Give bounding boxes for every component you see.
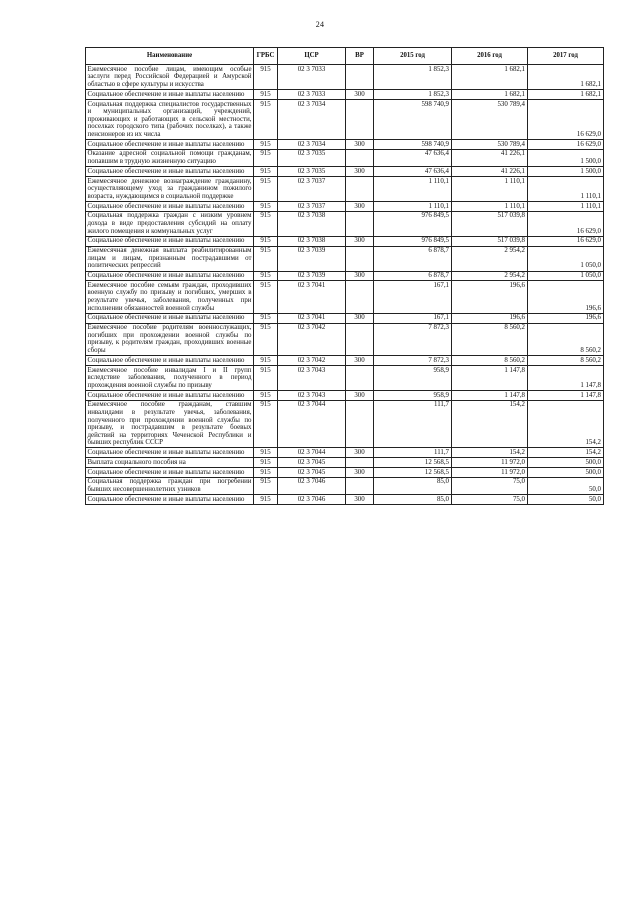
row-2015-cell: 976 849,5 xyxy=(374,211,452,236)
row-2016-cell: 517 039,8 xyxy=(452,211,528,236)
row-grbs-cell: 915 xyxy=(254,458,278,468)
row-vr-cell xyxy=(346,177,374,202)
row-2015-cell: 167,1 xyxy=(374,313,452,323)
row-2015-cell: 7 872,3 xyxy=(374,323,452,356)
row-2015-cell: 7 872,3 xyxy=(374,356,452,366)
table-row xyxy=(86,390,604,400)
row-grbs-cell: 915 xyxy=(254,495,278,505)
row-grbs-cell: 915 xyxy=(254,448,278,458)
row-2017-cell: 16 629,0 xyxy=(528,211,604,236)
row-2015-cell: 167,1 xyxy=(374,281,452,314)
row-vr-cell: 300 xyxy=(346,356,374,366)
row-grbs-cell: 915 xyxy=(254,313,278,323)
row-vr-cell: 300 xyxy=(346,236,374,246)
page-number: 24 xyxy=(315,20,325,29)
table-row xyxy=(86,400,604,448)
table-row xyxy=(86,313,604,323)
header-2017: 2017 год xyxy=(528,48,604,65)
table-row xyxy=(86,271,604,281)
row-vr-cell xyxy=(346,246,374,271)
row-csr-cell: 02 3 7039 xyxy=(278,271,346,281)
row-2016-cell: 1 110,1 xyxy=(452,202,528,212)
row-csr-cell: 02 3 7041 xyxy=(278,313,346,323)
row-name-cell: Социальное обеспечение и иные выплаты населению xyxy=(86,356,254,366)
row-2016-cell: 41 226,1 xyxy=(452,167,528,177)
row-2015-cell: 12 568,5 xyxy=(374,468,452,478)
row-vr-cell: 300 xyxy=(346,167,374,177)
row-2016-cell: 1 147,8 xyxy=(452,390,528,400)
row-name-cell: Выплата социального пособия на xyxy=(86,458,254,468)
row-name-cell: Социальное обеспечение и иные выплаты населению xyxy=(86,236,254,246)
header-csr: ЦСР xyxy=(278,48,346,65)
table-body xyxy=(86,65,604,505)
row-2017-cell: 1 147,8 xyxy=(528,390,604,400)
row-vr-cell: 300 xyxy=(346,313,374,323)
row-grbs-cell: 915 xyxy=(254,281,278,314)
row-csr-cell: 02 3 7043 xyxy=(278,365,346,390)
row-vr-cell xyxy=(346,65,374,90)
table-row xyxy=(86,448,604,458)
row-name-cell: Социальное обеспечение и иные выплаты населению xyxy=(86,271,254,281)
row-name-cell: Социальное обеспечение и иные выплаты населению xyxy=(86,90,254,100)
row-name-cell: Ежемесячная денежная выплата реабилитированным лицам и лицам, признанным пострадавшими от политических репрессий xyxy=(87,247,252,270)
row-vr-cell: 300 xyxy=(346,90,374,100)
row-csr-cell: 02 3 7045 xyxy=(278,458,346,468)
row-2015-cell: 1 110,1 xyxy=(374,177,452,202)
row-2016-cell: 8 560,2 xyxy=(452,356,528,366)
row-csr-cell: 02 3 7042 xyxy=(278,323,346,356)
row-2017-cell: 50,0 xyxy=(528,477,604,494)
row-csr-cell: 02 3 7038 xyxy=(278,236,346,246)
row-2015-cell: 1 852,3 xyxy=(374,90,452,100)
row-csr-cell: 02 3 7037 xyxy=(278,202,346,212)
header-name: Наименование xyxy=(86,48,254,65)
row-grbs-cell: 915 xyxy=(254,140,278,150)
table-row xyxy=(86,356,604,366)
row-csr-cell: 02 3 7035 xyxy=(278,149,346,166)
row-name-cell: Ежемесячное денежное вознаграждение гражданину, осуществляющему уход за гражданином пожилого возраста, нуждающимся в социальной поддержке xyxy=(87,177,252,200)
row-vr-cell: 300 xyxy=(346,202,374,212)
row-2017-cell: 1 500,0 xyxy=(528,167,604,177)
row-2017-cell: 154,2 xyxy=(528,448,604,458)
row-name-cell: Социальное обеспечение и иные выплаты населению xyxy=(86,495,254,505)
row-csr-cell: 02 3 7037 xyxy=(278,177,346,202)
row-2016-cell: 530 789,4 xyxy=(452,140,528,150)
table-row xyxy=(86,211,604,236)
row-2015-cell: 1 110,1 xyxy=(374,202,452,212)
row-csr-cell: 02 3 7044 xyxy=(278,400,346,448)
row-name-cell: Социальная поддержка специалистов государственных и муниципальных организаций, учреждений, проживающих и работающих в сельской местности, поселках городского типа (рабочих поселках), а также пенсионеров из их числа xyxy=(87,100,252,138)
row-grbs-cell: 915 xyxy=(254,90,278,100)
row-2017-cell: 1 682,1 xyxy=(528,65,604,90)
row-grbs-cell: 915 xyxy=(254,211,278,236)
row-2016-cell: 41 226,1 xyxy=(452,149,528,166)
row-2016-cell: 1 682,1 xyxy=(452,90,528,100)
row-csr-cell: 02 3 7034 xyxy=(278,99,346,139)
table-row xyxy=(86,202,604,212)
row-csr-cell: 02 3 7035 xyxy=(278,167,346,177)
table-row xyxy=(86,281,604,314)
row-vr-cell: 300 xyxy=(346,140,374,150)
row-name-cell: Ежемесячное пособие родителям военнослужащих, погибших при прохождении военной службы по призыву, к родителям граждан, проходивших военные сборы xyxy=(87,324,252,354)
row-name-cell: Социальное обеспечение и иные выплаты населению xyxy=(86,313,254,323)
row-2015-cell: 111,7 xyxy=(374,400,452,448)
row-name-cell: Оказание адресной социальной помощи гражданам, попавшим в трудную жизненную ситуацию xyxy=(87,150,252,166)
table-row xyxy=(86,236,604,246)
table-row xyxy=(86,323,604,356)
row-csr-cell: 02 3 7045 xyxy=(278,468,346,478)
row-2017-cell: 196,6 xyxy=(528,313,604,323)
row-2016-cell: 75,0 xyxy=(452,477,528,494)
row-2015-cell: 1 852,3 xyxy=(374,65,452,90)
row-2015-cell: 111,7 xyxy=(374,448,452,458)
row-2016-cell: 196,6 xyxy=(452,281,528,314)
row-2016-cell: 1 682,1 xyxy=(452,65,528,90)
row-2015-cell: 47 636,4 xyxy=(374,149,452,166)
row-csr-cell: 02 3 7033 xyxy=(278,65,346,90)
row-2017-cell: 1 682,1 xyxy=(528,90,604,100)
table-row xyxy=(86,246,604,271)
row-vr-cell xyxy=(346,400,374,448)
row-2015-cell: 598 740,9 xyxy=(374,140,452,150)
row-2015-cell: 12 568,5 xyxy=(374,458,452,468)
row-2017-cell: 1 500,0 xyxy=(528,149,604,166)
row-vr-cell: 300 xyxy=(346,271,374,281)
row-2015-cell: 976 849,5 xyxy=(374,236,452,246)
row-vr-cell xyxy=(346,281,374,314)
table-header xyxy=(86,48,604,65)
row-2017-cell: 8 560,2 xyxy=(528,356,604,366)
header-2015: 2015 год xyxy=(374,48,452,65)
row-vr-cell: 300 xyxy=(346,495,374,505)
budget-table xyxy=(85,47,604,505)
table-row xyxy=(86,468,604,478)
row-2016-cell: 8 560,2 xyxy=(452,323,528,356)
row-vr-cell xyxy=(346,323,374,356)
table-row xyxy=(86,458,604,468)
row-2016-cell: 2 954,2 xyxy=(452,271,528,281)
row-grbs-cell: 915 xyxy=(254,356,278,366)
row-2015-cell: 598 740,9 xyxy=(374,99,452,139)
row-vr-cell xyxy=(346,211,374,236)
table-row xyxy=(86,177,604,202)
row-vr-cell: 300 xyxy=(346,448,374,458)
row-2015-cell: 6 878,7 xyxy=(374,246,452,271)
table-row xyxy=(86,365,604,390)
table-row xyxy=(86,149,604,166)
row-2017-cell: 1 050,0 xyxy=(528,271,604,281)
row-2015-cell: 958,9 xyxy=(374,390,452,400)
row-2017-cell: 1 110,1 xyxy=(528,177,604,202)
row-name-cell: Социальная поддержка граждан с низким уровнем дохода в виде предоставления субсидий на оплату жилого помещения и коммунальных услуг xyxy=(87,212,252,235)
row-2017-cell: 500,0 xyxy=(528,468,604,478)
row-name-cell: Социальное обеспечение и иные выплаты населению xyxy=(86,167,254,177)
row-2017-cell: 1 147,8 xyxy=(528,365,604,390)
row-2015-cell: 6 878,7 xyxy=(374,271,452,281)
row-2016-cell: 1 147,8 xyxy=(452,365,528,390)
row-2016-cell: 1 110,1 xyxy=(452,177,528,202)
table-row xyxy=(86,477,604,494)
table-row xyxy=(86,167,604,177)
row-2016-cell: 2 954,2 xyxy=(452,246,528,271)
row-csr-cell: 02 3 7033 xyxy=(278,90,346,100)
row-vr-cell xyxy=(346,458,374,468)
row-2017-cell: 1 050,0 xyxy=(528,246,604,271)
row-2017-cell: 196,6 xyxy=(528,281,604,314)
row-csr-cell: 02 3 7034 xyxy=(278,140,346,150)
row-name-cell: Социальная поддержка граждан при погребении бывших несовершеннолетних узников xyxy=(87,478,252,493)
row-csr-cell: 02 3 7046 xyxy=(278,495,346,505)
row-vr-cell xyxy=(346,477,374,494)
row-name-cell: Ежемесячное пособие семьям граждан, проходивших военную службу по призыву и погибших, умерших в результате увечья, заболевания, полученных при исполнении обязанностей военной службы xyxy=(87,281,252,312)
row-csr-cell: 02 3 7042 xyxy=(278,356,346,366)
row-2015-cell: 85,0 xyxy=(374,477,452,494)
row-name-cell: Ежемесячное пособие лицам, имеющим особые заслуги перед Российской Федерацией и Амурской областью в сфере культуры и искусства xyxy=(87,65,252,88)
table-row xyxy=(86,90,604,100)
row-2016-cell: 517 039,8 xyxy=(452,236,528,246)
row-csr-cell: 02 3 7044 xyxy=(278,448,346,458)
header-2016: 2016 год xyxy=(452,48,528,65)
row-csr-cell: 02 3 7043 xyxy=(278,390,346,400)
row-2016-cell: 196,6 xyxy=(452,313,528,323)
row-2016-cell: 154,2 xyxy=(452,448,528,458)
row-2017-cell: 16 629,0 xyxy=(528,236,604,246)
row-grbs-cell: 915 xyxy=(254,149,278,166)
row-name-cell: Ежемесячное пособие инвалидам I и II групп вследствие заболевания, полученного в период прохождения военной службы по призыву xyxy=(87,366,252,389)
row-csr-cell: 02 3 7039 xyxy=(278,246,346,271)
row-name-cell: Социальное обеспечение и иные выплаты населению xyxy=(86,202,254,212)
row-vr-cell: 300 xyxy=(346,390,374,400)
row-2017-cell: 1 110,1 xyxy=(528,202,604,212)
row-name-cell: Социальное обеспечение и иные выплаты населению xyxy=(86,468,254,478)
row-grbs-cell: 915 xyxy=(254,246,278,271)
row-2015-cell: 47 636,4 xyxy=(374,167,452,177)
row-csr-cell: 02 3 7038 xyxy=(278,211,346,236)
row-vr-cell xyxy=(346,149,374,166)
row-name-cell: Социальное обеспечение и иные выплаты населению xyxy=(86,390,254,400)
row-grbs-cell: 915 xyxy=(254,236,278,246)
row-name-cell: Социальное обеспечение и иные выплаты населению xyxy=(86,140,254,150)
header-row xyxy=(86,48,604,65)
row-2017-cell: 16 629,0 xyxy=(528,140,604,150)
row-grbs-cell: 915 xyxy=(254,65,278,90)
row-csr-cell: 02 3 7041 xyxy=(278,281,346,314)
row-vr-cell xyxy=(346,365,374,390)
row-grbs-cell: 915 xyxy=(254,202,278,212)
row-2017-cell: 500,0 xyxy=(528,458,604,468)
row-grbs-cell: 915 xyxy=(254,167,278,177)
header-vr: ВР xyxy=(346,48,374,65)
row-grbs-cell: 915 xyxy=(254,365,278,390)
row-grbs-cell: 915 xyxy=(254,177,278,202)
row-2016-cell: 11 972,0 xyxy=(452,468,528,478)
table-row xyxy=(86,65,604,90)
row-grbs-cell: 915 xyxy=(254,323,278,356)
row-2016-cell: 11 972,0 xyxy=(452,458,528,468)
table-row xyxy=(86,140,604,150)
row-name-cell: Ежемесячное пособие гражданам, ставшим инвалидами в результате увечья, заболевания, полученного при прохождении военной службы по призыву, и пострадавшим в результате боевых действий на территориях Чеченской Республики и бывших республик СССР xyxy=(87,401,252,447)
row-vr-cell xyxy=(346,99,374,139)
row-2017-cell: 154,2 xyxy=(528,400,604,448)
row-2017-cell: 50,0 xyxy=(528,495,604,505)
row-grbs-cell: 915 xyxy=(254,477,278,494)
row-grbs-cell: 915 xyxy=(254,468,278,478)
row-grbs-cell: 915 xyxy=(254,271,278,281)
row-grbs-cell: 915 xyxy=(254,390,278,400)
row-2017-cell: 8 560,2 xyxy=(528,323,604,356)
row-2015-cell: 958,9 xyxy=(374,365,452,390)
row-2017-cell: 16 629,0 xyxy=(528,99,604,139)
row-vr-cell: 300 xyxy=(346,468,374,478)
header-grbs: ГРБС xyxy=(254,48,278,65)
row-2015-cell: 85,0 xyxy=(374,495,452,505)
row-csr-cell: 02 3 7046 xyxy=(278,477,346,494)
row-grbs-cell: 915 xyxy=(254,99,278,139)
row-name-cell: Социальное обеспечение и иные выплаты населению xyxy=(86,448,254,458)
row-grbs-cell: 915 xyxy=(254,400,278,448)
row-2016-cell: 530 789,4 xyxy=(452,99,528,139)
table-row xyxy=(86,99,604,139)
row-2016-cell: 75,0 xyxy=(452,495,528,505)
table-row xyxy=(86,495,604,505)
row-2016-cell: 154,2 xyxy=(452,400,528,448)
